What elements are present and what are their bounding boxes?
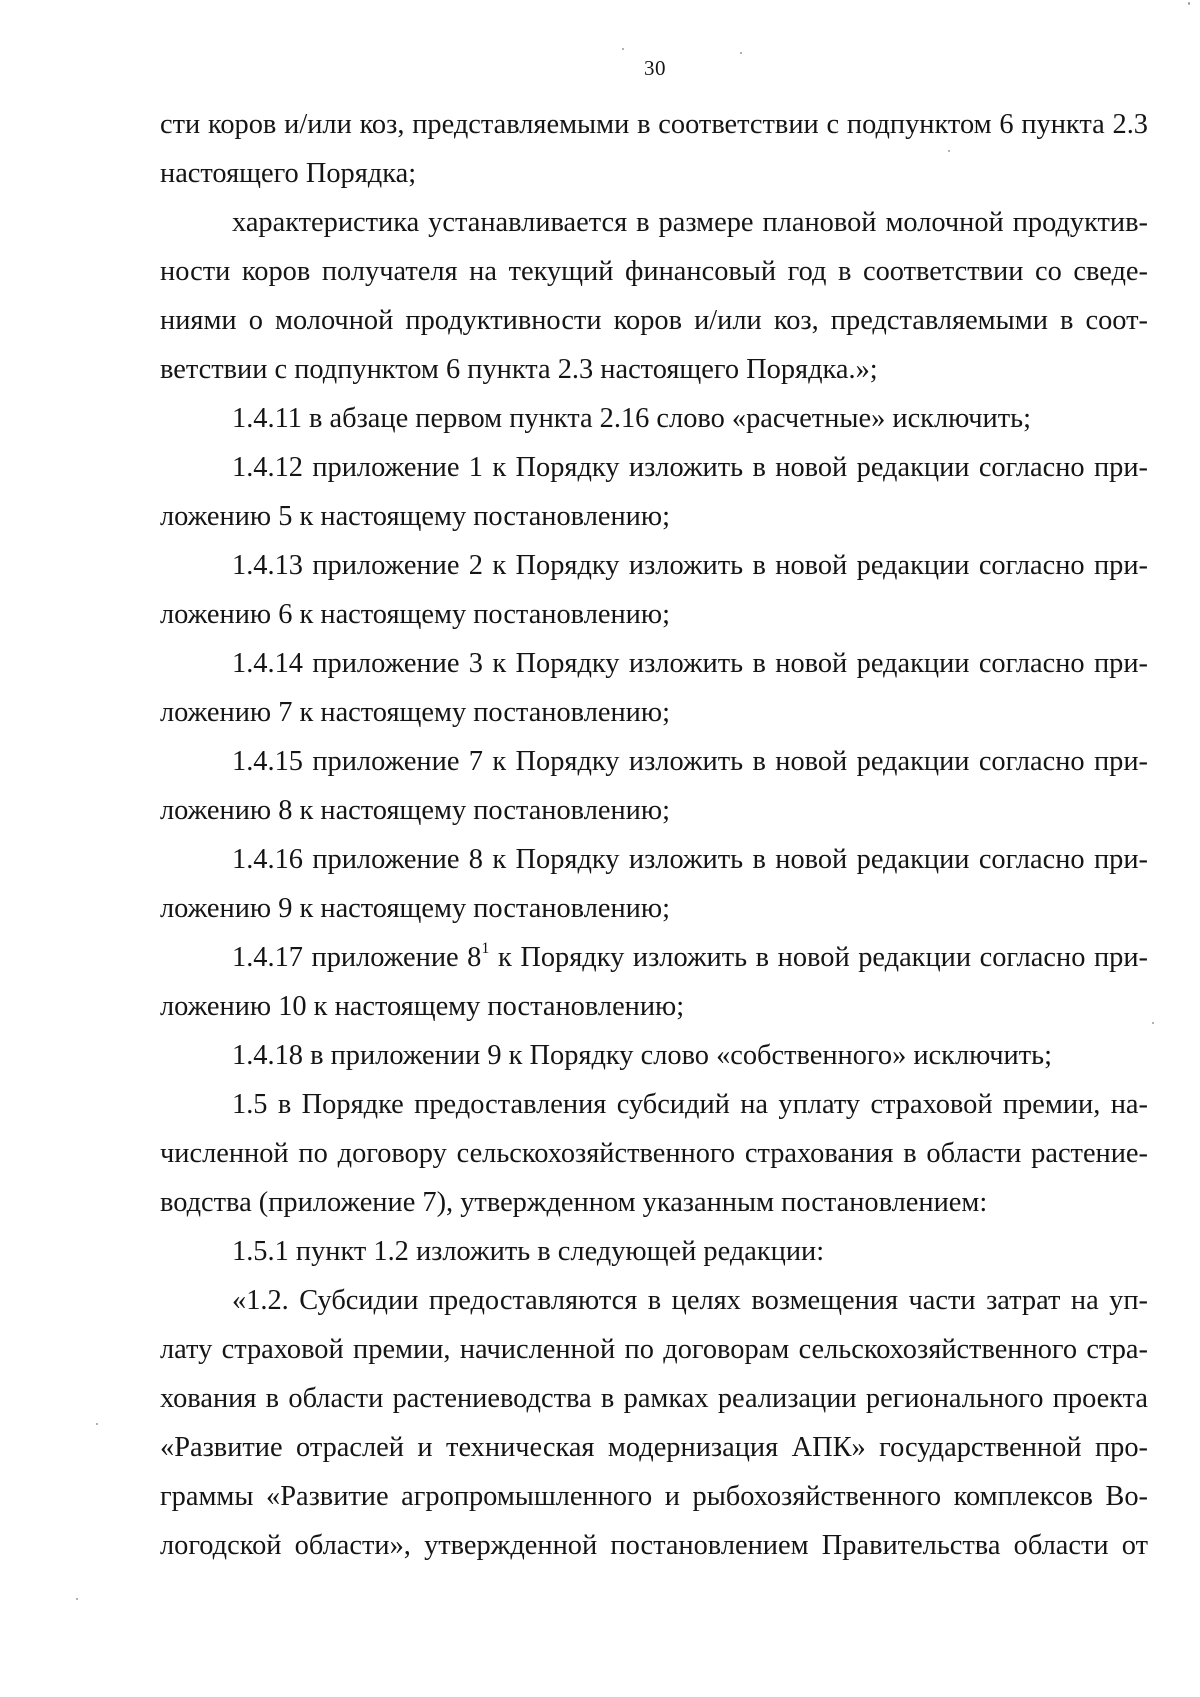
- text-line: ложению 8 к настоящему постановлению;: [160, 795, 670, 826]
- text-line: 1.4.12 приложение 1 к Порядку изложить в новой редакции согласно при-: [232, 452, 1148, 483]
- text-line: 1.4.15 приложение 7 к Порядку изложить в новой редакции согласно при-: [232, 746, 1148, 777]
- scan-speck: [1188, 2, 1190, 5]
- text-line: 1.4.13 приложение 2 к Порядку изложить в новой редакции согласно при-: [232, 550, 1148, 581]
- text-line: численной по договору сельскохозяйственного страхования в области растение-: [160, 1138, 1148, 1169]
- scan-speck: [76, 1598, 78, 1600]
- text-line: ложению 6 к настоящему постановлению;: [160, 599, 670, 630]
- scan-speck: [740, 52, 742, 54]
- text-line: 1.4.16 приложение 8 к Порядку изложить в новой редакции согласно при-: [232, 844, 1148, 875]
- document-body: [160, 100, 1148, 1570]
- text-line: ности коров получателя на текущий финансовый год в соответствии со сведе-: [160, 256, 1148, 287]
- text-line: водства (приложение 7), утвержденном указанным постановлением:: [160, 1187, 988, 1218]
- text-line: характеристика устанавливается в размере плановой молочной продуктив-: [232, 207, 1148, 238]
- text-line: ложению 9 к настоящему постановлению;: [160, 893, 670, 924]
- text-segment: 1.4.17 приложение 8: [232, 942, 482, 973]
- scan-speck: [1152, 1022, 1154, 1024]
- text-line: «1.2. Субсидии предоставляются в целях возмещения части затрат на уп-: [232, 1285, 1148, 1316]
- text-line: «Развитие отраслей и техническая модернизация АПК» государственной про-: [160, 1432, 1148, 1463]
- scan-speck: [622, 48, 624, 50]
- text-line: 1.4.14 приложение 3 к Порядку изложить в новой редакции согласно при-: [232, 648, 1148, 679]
- text-line: лату страховой премии, начисленной по договорам сельскохозяйственного стра-: [160, 1334, 1148, 1365]
- text-line: граммы «Развитие агропромышленного и рыбохозяйственного комплексов Во-: [160, 1481, 1148, 1512]
- page-number: 30: [644, 56, 666, 80]
- text-line: ложению 7 к настоящему постановлению;: [160, 697, 670, 728]
- text-line: сти коров и/или коз, представляемыми в соответствии с подпунктом 6 пункта 2.3: [160, 109, 1148, 140]
- text-line: 1.5 в Порядке предоставления субсидий на уплату страховой премии, на-: [232, 1089, 1148, 1120]
- text-line: 1.4.18 в приложении 9 к Порядку слово «собственного» исключить;: [232, 1040, 1052, 1071]
- text-line: ложению 5 к настоящему постановлению;: [160, 501, 670, 532]
- text-line: ветствии с подпунктом 6 пункта 2.3 настоящего Порядка.»;: [160, 354, 878, 385]
- text-segment: к Порядку изложить в новой редакции согласно при-: [489, 942, 1148, 973]
- text-line-with-superscript: [160, 933, 1148, 982]
- scan-speck: [96, 1423, 98, 1425]
- text-line: настоящего Порядка;: [160, 158, 417, 189]
- text-line: логодской области», утвержденной постановлением Правительства области от: [160, 1530, 1148, 1561]
- text-line: ниями о молочной продуктивности коров и/или коз, представляемыми в соот-: [160, 305, 1148, 336]
- text-line: ложению 10 к настоящему постановлению;: [160, 991, 685, 1022]
- text-line: 1.4.11 в абзаце первом пункта 2.16 слово «расчетные» исключить;: [232, 403, 1031, 434]
- superscript: 1: [481, 940, 490, 957]
- text-line: хования в области растениеводства в рамках реализации регионального проекта: [160, 1383, 1148, 1414]
- scan-speck: [948, 150, 950, 152]
- text-line: 1.5.1 пункт 1.2 изложить в следующей редакции:: [232, 1236, 825, 1267]
